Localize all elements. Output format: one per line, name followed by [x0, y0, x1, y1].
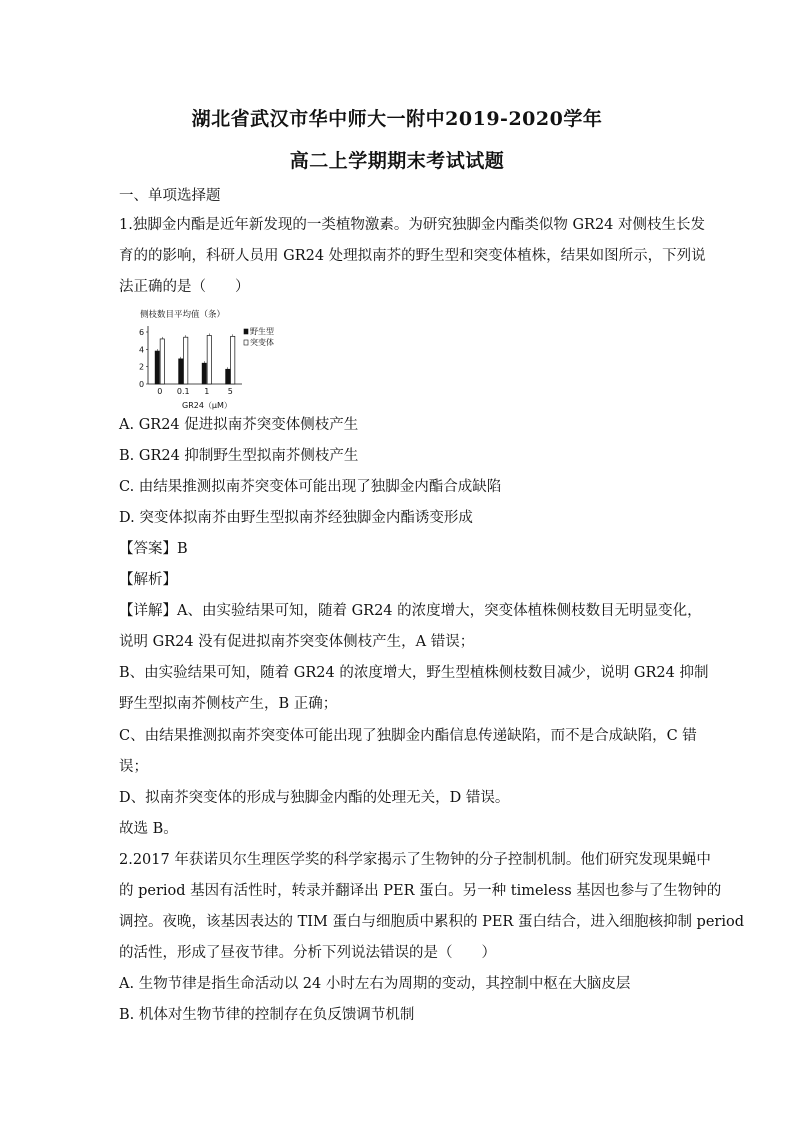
- x-tick-label: 0: [157, 387, 163, 396]
- q1-option-d: D. 突变体拟南芥由野生型拟南芥经独脚金内酯诱变形成: [119, 510, 473, 526]
- q1-option-a: A. GR24 促进拟南芥突变体侧枝产生: [119, 417, 359, 433]
- q1-analysis-line: C、由结果推测拟南芥突变体可能出现了独脚金内酯信息传递缺陷，而不是合成缺陷，C 错: [119, 728, 697, 744]
- q1-option-b: B. GR24 抑制野生型拟南芥侧枝产生: [119, 448, 359, 464]
- q2-stem-line: 调控。夜晚，该基因表达的 TIM 蛋白与细胞质中累积的 PER 蛋白结合，进入细胞核抑制 period: [119, 914, 744, 930]
- legend-label-wild: 野生型: [250, 327, 274, 336]
- q1-analysis-line: 【详解】A、由实验结果可知，随着 GR24 的浓度增大，突变体植株侧枝数目无明显变化，: [119, 603, 702, 619]
- bar-mutant: [184, 337, 188, 384]
- bar-wild-type: [179, 359, 183, 384]
- q2-stem-line: 的活性，形成了昼夜节律。分析下列说法错误的是（ ）: [119, 945, 496, 961]
- q1-option-c: C. 由结果推测拟南芥突变体可能出现了独脚金内酯合成缺陷: [119, 479, 502, 495]
- q2-stem-line: 的 period 基因有活性时，转录并翻译出 PER 蛋白。另一种 timeless 基因也参与了生物钟的: [119, 883, 722, 899]
- bar-wild-type: [226, 369, 230, 384]
- y-tick-label: 2: [139, 362, 145, 372]
- q1-stem-line: 育的的影响，科研人员用 GR24 处理拟南芥的野生型和突变体植株，结果如图所示，下列说: [119, 248, 706, 264]
- bar-mutant: [207, 335, 211, 384]
- q1-analysis-line: 野生型拟南芥侧枝产生，B 正确；: [119, 696, 338, 712]
- legend-swatch-mutant: [244, 340, 248, 345]
- q1-conclusion: 故选 B。: [119, 821, 178, 837]
- bar-wild-type: [202, 363, 206, 384]
- y-tick-label: 4: [139, 345, 145, 355]
- q1-analysis-line: 说明 GR24 没有促进拟南芥突变体侧枝产生，A 错误；: [119, 634, 475, 650]
- q1-analysis-line: D、拟南芥突变体的形成与独脚金内酯的处理无关，D 错误。: [119, 790, 510, 806]
- y-tick-label: 6: [139, 328, 145, 337]
- doc-title-line1: 湖北省武汉市华中师大一附中2019-2020学年: [191, 108, 603, 130]
- q2-option-a: A. 生物节律是指生命活动以 24 小时左右为周期的变动，其控制中枢在大脑皮层: [119, 976, 631, 992]
- bar-wild-type: [155, 351, 159, 384]
- q1-answer: 【答案】B: [119, 541, 188, 557]
- q2-stem-line: 2.2017 年获诺贝尔生理医学奖的科学家揭示了生物钟的分子控制机制。他们研究发现果蝇中: [119, 852, 711, 868]
- q1-stem-line: 1.独脚金内酯是近年新发现的一类植物激素。为研究独脚金内酯类似物 GR24 对侧枝生长发: [119, 217, 706, 233]
- bar-mutant: [231, 336, 235, 384]
- q1-stem-line: 法正确的是（ ）: [119, 279, 250, 295]
- legend-label-mutant: 突变体: [250, 338, 274, 347]
- x-tick-label: 5: [227, 387, 233, 396]
- x-tick-label: 1: [204, 387, 210, 396]
- bar-mutant: [160, 339, 164, 384]
- q1-analysis-line: 误；: [119, 759, 148, 775]
- legend-swatch-wild: [244, 329, 248, 334]
- doc-title-line2: 高二上学期期末考试试题: [289, 150, 505, 172]
- chart-title: 侧枝数目平均值（条）: [140, 310, 226, 320]
- x-tick-label: 0.1: [176, 387, 190, 396]
- section-heading: 一、单项选择题: [119, 188, 221, 204]
- x-axis-label: GR24（μM）: [182, 401, 232, 410]
- q1-analysis-header: 【解析】: [119, 572, 177, 588]
- q1-analysis-line: B、由实验结果可知，随着 GR24 的浓度增大，野生型植株侧枝数目减少，说明 GR24 抑制: [119, 665, 709, 681]
- q1-bar-chart: [126, 308, 286, 412]
- y-tick-label: 0: [139, 380, 145, 389]
- q2-option-b: B. 机体对生物节律的控制存在负反馈调节机制: [119, 1007, 415, 1023]
